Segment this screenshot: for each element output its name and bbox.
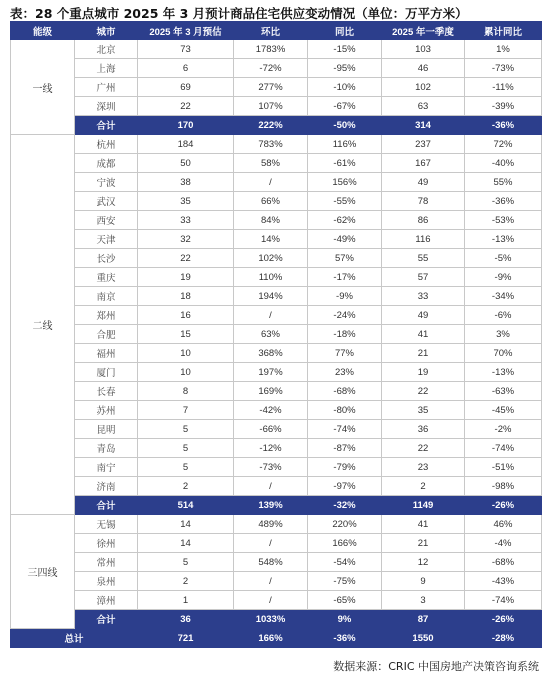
table-row: [11, 439, 542, 458]
table-row: [11, 344, 542, 363]
value-cum: -34%: [465, 287, 542, 306]
table-row: [11, 173, 542, 192]
value-yoy: -75%: [308, 572, 382, 591]
value-march: 5: [138, 439, 234, 458]
subtotal-cum: -26%: [465, 496, 542, 515]
table-row: [11, 230, 542, 249]
city-name: 苏州: [75, 401, 138, 420]
city-name: 青岛: [75, 439, 138, 458]
value-q1: 63: [382, 97, 465, 116]
table-row: [11, 154, 542, 173]
value-march: 35: [138, 192, 234, 211]
value-cum: -11%: [465, 78, 542, 97]
value-yoy: -68%: [308, 382, 382, 401]
value-q1: 49: [382, 173, 465, 192]
value-mom: -42%: [234, 401, 308, 420]
value-yoy: 156%: [308, 173, 382, 192]
city-name: 济南: [75, 477, 138, 496]
value-march: 7: [138, 401, 234, 420]
table-row: [11, 287, 542, 306]
value-cum: 3%: [465, 325, 542, 344]
value-mom: 1783%: [234, 40, 308, 59]
value-cum: -53%: [465, 211, 542, 230]
value-yoy: -10%: [308, 78, 382, 97]
data-source: 数据来源：CRIC 中国房地产决策咨询系统: [333, 660, 539, 673]
value-mom: 84%: [234, 211, 308, 230]
value-cum: -63%: [465, 382, 542, 401]
table-row: [11, 382, 542, 401]
value-cum: -4%: [465, 534, 542, 553]
subtotal-label: 合计: [75, 116, 138, 135]
tier-label: 三四线: [11, 515, 75, 629]
table-row: [11, 591, 542, 610]
city-name: 徐州: [75, 534, 138, 553]
city-name: 杭州: [75, 135, 138, 154]
subtotal-mom: 139%: [234, 496, 308, 515]
table-row: [11, 477, 542, 496]
value-q1: 41: [382, 515, 465, 534]
value-march: 10: [138, 363, 234, 382]
city-name: 郑州: [75, 306, 138, 325]
total-march: 721: [138, 629, 234, 648]
value-march: 50: [138, 154, 234, 173]
total-mom: 166%: [234, 629, 308, 648]
table-row: [11, 40, 542, 59]
subtotal-yoy: -50%: [308, 116, 382, 135]
value-yoy: 166%: [308, 534, 382, 553]
value-cum: -74%: [465, 591, 542, 610]
value-cum: -6%: [465, 306, 542, 325]
value-q1: 19: [382, 363, 465, 382]
value-q1: 21: [382, 344, 465, 363]
city-name: 常州: [75, 553, 138, 572]
value-q1: 35: [382, 401, 465, 420]
table-row: [11, 59, 542, 78]
value-cum: -13%: [465, 230, 542, 249]
value-mom: 107%: [234, 97, 308, 116]
value-march: 73: [138, 40, 234, 59]
city-name: 上海: [75, 59, 138, 78]
value-mom: -12%: [234, 439, 308, 458]
subtotal-cum: -26%: [465, 610, 542, 629]
city-name: 南京: [75, 287, 138, 306]
value-yoy: 116%: [308, 135, 382, 154]
table-row: [11, 306, 542, 325]
value-march: 2: [138, 572, 234, 591]
value-q1: 102: [382, 78, 465, 97]
supply-table: [10, 21, 542, 648]
value-cum: 46%: [465, 515, 542, 534]
table-row: [11, 249, 542, 268]
value-cum: -36%: [465, 192, 542, 211]
total-yoy: -36%: [308, 629, 382, 648]
city-name: 重庆: [75, 268, 138, 287]
value-q1: 46: [382, 59, 465, 78]
value-q1: 55: [382, 249, 465, 268]
total-label: 总计: [11, 629, 138, 648]
value-march: 2: [138, 477, 234, 496]
value-cum: -74%: [465, 439, 542, 458]
value-march: 1: [138, 591, 234, 610]
value-q1: 78: [382, 192, 465, 211]
value-mom: -66%: [234, 420, 308, 439]
city-name: 天津: [75, 230, 138, 249]
value-mom: 66%: [234, 192, 308, 211]
value-q1: 22: [382, 439, 465, 458]
value-yoy: -97%: [308, 477, 382, 496]
city-name: 宁波: [75, 173, 138, 192]
value-mom: 277%: [234, 78, 308, 97]
value-march: 6: [138, 59, 234, 78]
value-mom: /: [234, 477, 308, 496]
value-march: 15: [138, 325, 234, 344]
value-mom: 368%: [234, 344, 308, 363]
value-cum: -39%: [465, 97, 542, 116]
value-yoy: -87%: [308, 439, 382, 458]
value-march: 38: [138, 173, 234, 192]
subtotal-march: 36: [138, 610, 234, 629]
value-yoy: -61%: [308, 154, 382, 173]
value-mom: -72%: [234, 59, 308, 78]
subtotal-cum: -36%: [465, 116, 542, 135]
table-row: [11, 211, 542, 230]
value-march: 32: [138, 230, 234, 249]
value-mom: 548%: [234, 553, 308, 572]
table-row: [11, 363, 542, 382]
city-name: 长春: [75, 382, 138, 401]
value-mom: 14%: [234, 230, 308, 249]
city-name: 合肥: [75, 325, 138, 344]
value-yoy: -74%: [308, 420, 382, 439]
value-mom: 58%: [234, 154, 308, 173]
value-q1: 36: [382, 420, 465, 439]
value-yoy: 57%: [308, 249, 382, 268]
subtotal-mom: 222%: [234, 116, 308, 135]
subtotal-mom: 1033%: [234, 610, 308, 629]
value-q1: 22: [382, 382, 465, 401]
table-row: [11, 458, 542, 477]
value-cum: -2%: [465, 420, 542, 439]
value-mom: /: [234, 591, 308, 610]
value-q1: 12: [382, 553, 465, 572]
subtotal-march: 170: [138, 116, 234, 135]
subtotal-q1: 314: [382, 116, 465, 135]
table-row: [11, 135, 542, 154]
value-mom: 110%: [234, 268, 308, 287]
subtotal-q1: 87: [382, 610, 465, 629]
grand-total-row: [11, 629, 542, 648]
table-row: [11, 572, 542, 591]
value-yoy: -17%: [308, 268, 382, 287]
value-mom: /: [234, 173, 308, 192]
table-row: [11, 534, 542, 553]
total-cum: -28%: [465, 629, 542, 648]
value-march: 184: [138, 135, 234, 154]
value-mom: 783%: [234, 135, 308, 154]
total-q1: 1550: [382, 629, 465, 648]
value-march: 5: [138, 420, 234, 439]
value-yoy: -79%: [308, 458, 382, 477]
value-yoy: -67%: [308, 97, 382, 116]
value-q1: 33: [382, 287, 465, 306]
value-yoy: 220%: [308, 515, 382, 534]
value-mom: 489%: [234, 515, 308, 534]
value-mom: /: [234, 572, 308, 591]
city-name: 北京: [75, 40, 138, 59]
value-yoy: -18%: [308, 325, 382, 344]
value-q1: 103: [382, 40, 465, 59]
value-yoy: -49%: [308, 230, 382, 249]
header-march: 2025 年 3 月预估: [138, 22, 234, 40]
table-row: [11, 553, 542, 572]
table-row: [11, 325, 542, 344]
city-name: 福州: [75, 344, 138, 363]
value-march: 19: [138, 268, 234, 287]
value-cum: -13%: [465, 363, 542, 382]
subtotal-yoy: -32%: [308, 496, 382, 515]
value-cum: 70%: [465, 344, 542, 363]
value-cum: 72%: [465, 135, 542, 154]
city-name: 西安: [75, 211, 138, 230]
value-q1: 116: [382, 230, 465, 249]
subtotal-march: 514: [138, 496, 234, 515]
value-march: 33: [138, 211, 234, 230]
header-mom: 环比: [234, 22, 308, 40]
value-q1: 21: [382, 534, 465, 553]
value-cum: -45%: [465, 401, 542, 420]
value-yoy: -80%: [308, 401, 382, 420]
table-row: [11, 192, 542, 211]
value-cum: 1%: [465, 40, 542, 59]
value-cum: -98%: [465, 477, 542, 496]
table-title: 表：28 个重点城市 2025 年 3 月预计商品住宅供应变动情况（单位：万平方米）: [10, 6, 468, 21]
table-row: [11, 420, 542, 439]
value-march: 22: [138, 97, 234, 116]
value-mom: /: [234, 534, 308, 553]
subtotal-q1: 1149: [382, 496, 465, 515]
city-name: 昆明: [75, 420, 138, 439]
city-name: 广州: [75, 78, 138, 97]
header-yoy: 同比: [308, 22, 382, 40]
value-yoy: -62%: [308, 211, 382, 230]
city-name: 南宁: [75, 458, 138, 477]
value-yoy: -15%: [308, 40, 382, 59]
subtotal-row: [11, 496, 542, 515]
subtotal-row: [11, 610, 542, 629]
value-mom: 169%: [234, 382, 308, 401]
city-name: 无锡: [75, 515, 138, 534]
value-q1: 86: [382, 211, 465, 230]
value-march: 5: [138, 553, 234, 572]
table-row: [11, 515, 542, 534]
value-mom: /: [234, 306, 308, 325]
value-q1: 237: [382, 135, 465, 154]
value-march: 8: [138, 382, 234, 401]
header-cum: 累计同比: [465, 22, 542, 40]
value-q1: 49: [382, 306, 465, 325]
value-yoy: -54%: [308, 553, 382, 572]
value-yoy: -9%: [308, 287, 382, 306]
value-cum: 55%: [465, 173, 542, 192]
table-row: [11, 97, 542, 116]
value-q1: 167: [382, 154, 465, 173]
city-name: 厦门: [75, 363, 138, 382]
header-tier: 能级: [11, 22, 75, 40]
value-cum: -43%: [465, 572, 542, 591]
value-mom: 102%: [234, 249, 308, 268]
value-mom: 63%: [234, 325, 308, 344]
value-cum: -40%: [465, 154, 542, 173]
city-name: 武汉: [75, 192, 138, 211]
tier-label: 二线: [11, 135, 75, 515]
city-name: 泉州: [75, 572, 138, 591]
value-q1: 9: [382, 572, 465, 591]
value-march: 16: [138, 306, 234, 325]
value-mom: 194%: [234, 287, 308, 306]
city-name: 成都: [75, 154, 138, 173]
table-row: [11, 78, 542, 97]
value-q1: 41: [382, 325, 465, 344]
value-march: 18: [138, 287, 234, 306]
value-march: 69: [138, 78, 234, 97]
value-yoy: 77%: [308, 344, 382, 363]
value-march: 10: [138, 344, 234, 363]
table-row: [11, 268, 542, 287]
tier-label: 一线: [11, 40, 75, 135]
value-yoy: -55%: [308, 192, 382, 211]
subtotal-row: [11, 116, 542, 135]
value-march: 5: [138, 458, 234, 477]
value-cum: -51%: [465, 458, 542, 477]
value-march: 22: [138, 249, 234, 268]
city-name: 长沙: [75, 249, 138, 268]
value-yoy: -24%: [308, 306, 382, 325]
value-yoy: -65%: [308, 591, 382, 610]
value-cum: -5%: [465, 249, 542, 268]
value-yoy: -95%: [308, 59, 382, 78]
header-city: 城市: [75, 22, 138, 40]
value-mom: -73%: [234, 458, 308, 477]
subtotal-yoy: 9%: [308, 610, 382, 629]
value-q1: 3: [382, 591, 465, 610]
table-row: [11, 401, 542, 420]
city-name: 深圳: [75, 97, 138, 116]
subtotal-label: 合计: [75, 610, 138, 629]
value-q1: 2: [382, 477, 465, 496]
value-yoy: 23%: [308, 363, 382, 382]
value-cum: -9%: [465, 268, 542, 287]
subtotal-label: 合计: [75, 496, 138, 515]
value-q1: 23: [382, 458, 465, 477]
value-q1: 57: [382, 268, 465, 287]
city-name: 漳州: [75, 591, 138, 610]
header-row: [11, 22, 542, 40]
value-cum: -73%: [465, 59, 542, 78]
value-mom: 197%: [234, 363, 308, 382]
value-march: 14: [138, 534, 234, 553]
value-march: 14: [138, 515, 234, 534]
header-q1: 2025 年一季度: [382, 22, 465, 40]
value-cum: -68%: [465, 553, 542, 572]
